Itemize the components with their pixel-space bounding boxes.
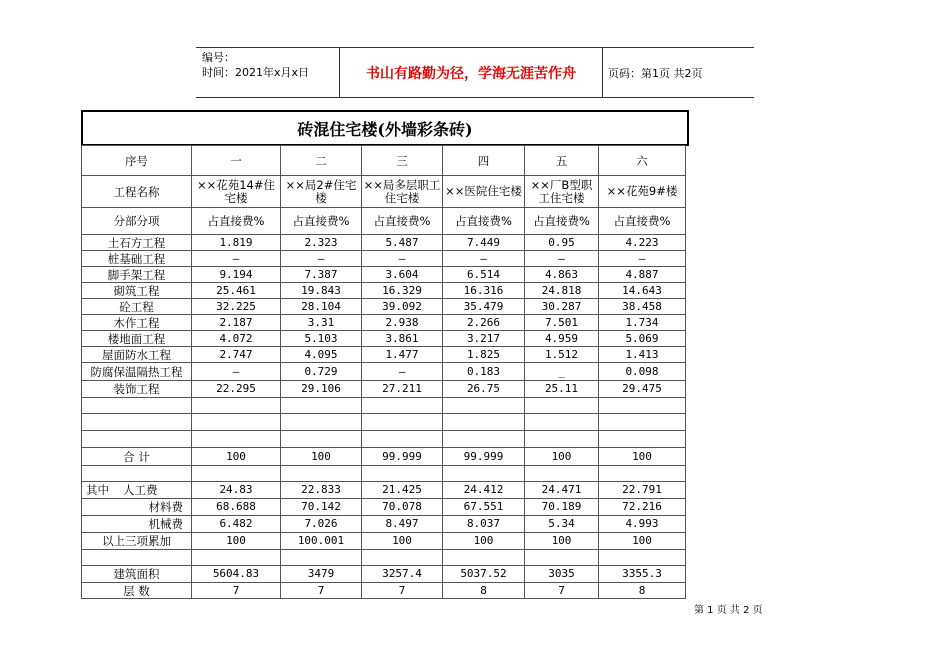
value-cell: 100 xyxy=(362,533,443,550)
value-cell: 32.225 xyxy=(192,299,281,315)
value-cell xyxy=(192,466,281,482)
table-row xyxy=(82,331,686,347)
value-cell xyxy=(281,431,362,448)
value-cell: 7.449 xyxy=(443,235,525,251)
project-name: ××局多层职工住宅楼 xyxy=(362,176,443,208)
value-cell xyxy=(599,398,686,414)
project-name: ××花苑14#住宅楼 xyxy=(192,176,281,208)
value-cell: 100.001 xyxy=(281,533,362,550)
value-cell: 100 xyxy=(192,533,281,550)
value-cell xyxy=(525,414,599,431)
value-cell: 68.688 xyxy=(192,499,281,516)
value-cell: 100 xyxy=(192,448,281,466)
value-cell: 2.266 xyxy=(443,315,525,331)
page-footer: 第 1 页 共 2 页 xyxy=(694,605,763,616)
material-row xyxy=(82,499,686,516)
value-cell: 1.477 xyxy=(362,347,443,363)
subheader-row xyxy=(82,208,686,235)
value-cell: 25.461 xyxy=(192,283,281,299)
value-cell: 7 xyxy=(192,583,281,599)
value-cell: 14.643 xyxy=(599,283,686,299)
value-cell: 24.471 xyxy=(525,482,599,499)
col-header: 一 xyxy=(192,146,281,176)
value-cell: 0.95 xyxy=(525,235,599,251)
value-cell: 6.482 xyxy=(192,516,281,533)
value-cell: 4.095 xyxy=(281,347,362,363)
row-label: 层 数 xyxy=(82,583,192,599)
table-row xyxy=(82,267,686,283)
value-cell: 1.512 xyxy=(525,347,599,363)
value-cell: 100 xyxy=(281,448,362,466)
row-label xyxy=(82,431,192,448)
seq-header: 序号 xyxy=(82,146,192,176)
row-label: 土石方工程 xyxy=(82,235,192,251)
value-cell: 8 xyxy=(443,583,525,599)
sum-row xyxy=(82,533,686,550)
value-cell xyxy=(192,550,281,566)
sub-value: 占直接费% xyxy=(192,208,281,235)
value-cell: 70.189 xyxy=(525,499,599,516)
value-cell xyxy=(599,414,686,431)
value-cell: — xyxy=(192,251,281,267)
table-row xyxy=(82,235,686,251)
project-name: ××医院住宅楼 xyxy=(443,176,525,208)
sub-value: 占直接费% xyxy=(281,208,362,235)
value-cell: 4.887 xyxy=(599,267,686,283)
value-cell: 1.819 xyxy=(192,235,281,251)
value-cell: 5.34 xyxy=(525,516,599,533)
value-cell xyxy=(599,466,686,482)
document-header xyxy=(196,47,754,98)
value-cell: 67.551 xyxy=(443,499,525,516)
table-row xyxy=(82,363,686,381)
value-cell: 72.216 xyxy=(599,499,686,516)
value-cell: 39.092 xyxy=(362,299,443,315)
value-cell xyxy=(525,466,599,482)
value-cell: 7 xyxy=(525,583,599,599)
value-cell: 30.287 xyxy=(525,299,599,315)
row-label: 木作工程 xyxy=(82,315,192,331)
value-cell: 100 xyxy=(599,533,686,550)
value-cell: 3.861 xyxy=(362,331,443,347)
value-cell: — xyxy=(362,363,443,381)
cost-table xyxy=(81,145,686,599)
value-cell xyxy=(362,550,443,566)
value-cell xyxy=(443,550,525,566)
sub-value: 占直接费% xyxy=(599,208,686,235)
value-cell: 38.458 xyxy=(599,299,686,315)
value-cell: 29.106 xyxy=(281,381,362,398)
value-cell: 3479 xyxy=(281,566,362,583)
row-label: 楼地面工程 xyxy=(82,331,192,347)
empty-row xyxy=(82,431,686,448)
value-cell xyxy=(281,414,362,431)
floors-row xyxy=(82,583,686,599)
machine-row xyxy=(82,516,686,533)
row-label xyxy=(82,414,192,431)
value-cell: 6.514 xyxy=(443,267,525,283)
value-cell: — xyxy=(362,251,443,267)
value-cell: 5.487 xyxy=(362,235,443,251)
value-cell: 3.604 xyxy=(362,267,443,283)
value-cell xyxy=(362,466,443,482)
col-header: 六 xyxy=(599,146,686,176)
table-row xyxy=(82,251,686,267)
value-cell: 5037.52 xyxy=(443,566,525,583)
value-cell: 24.83 xyxy=(192,482,281,499)
sub-value: 占直接费% xyxy=(362,208,443,235)
value-cell: 29.475 xyxy=(599,381,686,398)
row-label xyxy=(82,550,192,566)
row-label: 材料费 xyxy=(82,499,192,516)
value-cell: 0.729 xyxy=(281,363,362,381)
value-cell: 27.211 xyxy=(362,381,443,398)
value-cell: 7.501 xyxy=(525,315,599,331)
value-cell: 4.223 xyxy=(599,235,686,251)
value-cell: 0.183 xyxy=(443,363,525,381)
value-cell: 3257.4 xyxy=(362,566,443,583)
value-cell xyxy=(192,398,281,414)
row-label: 脚手架工程 xyxy=(82,267,192,283)
value-cell xyxy=(525,398,599,414)
value-cell: — xyxy=(599,251,686,267)
value-cell: 1.413 xyxy=(599,347,686,363)
value-cell: 25.11 xyxy=(525,381,599,398)
table-row xyxy=(82,283,686,299)
sub-label: 分部分项 xyxy=(82,208,192,235)
value-cell: 8.497 xyxy=(362,516,443,533)
table-row xyxy=(82,381,686,398)
value-cell: 5.103 xyxy=(281,331,362,347)
value-cell: 70.142 xyxy=(281,499,362,516)
row-label-text: 人工费 xyxy=(123,483,158,497)
value-cell: 2.323 xyxy=(281,235,362,251)
header-divider xyxy=(602,48,603,97)
value-cell: 24.412 xyxy=(443,482,525,499)
row-label: 以上三项累加 xyxy=(82,533,192,550)
value-cell: 16.329 xyxy=(362,283,443,299)
row-label: 合 计 xyxy=(82,448,192,466)
value-cell: 22.791 xyxy=(599,482,686,499)
header-motto: 书山有路勤为径，学海无涯苦作舟 xyxy=(366,65,576,82)
value-cell: 2.187 xyxy=(192,315,281,331)
value-cell: 24.818 xyxy=(525,283,599,299)
row-label xyxy=(82,466,192,482)
value-cell xyxy=(443,431,525,448)
value-cell xyxy=(192,431,281,448)
project-name: ××局2#住宅楼 xyxy=(281,176,362,208)
value-cell: 100 xyxy=(525,533,599,550)
value-cell xyxy=(443,414,525,431)
value-cell: 8.037 xyxy=(443,516,525,533)
name-label: 工程名称 xyxy=(82,176,192,208)
empty-row xyxy=(82,398,686,414)
value-cell xyxy=(281,466,362,482)
value-cell: 100 xyxy=(443,533,525,550)
row-label: 防腐保温隔热工程 xyxy=(82,363,192,381)
header-meta xyxy=(202,50,309,80)
value-cell: 28.104 xyxy=(281,299,362,315)
value-cell xyxy=(525,550,599,566)
value-cell: 3.31 xyxy=(281,315,362,331)
value-cell: 3355.3 xyxy=(599,566,686,583)
value-cell: 7 xyxy=(362,583,443,599)
value-cell: — xyxy=(525,251,599,267)
row-label: 机械费 xyxy=(82,516,192,533)
value-cell: 99.999 xyxy=(443,448,525,466)
value-cell: 1.825 xyxy=(443,347,525,363)
value-cell: 70.078 xyxy=(362,499,443,516)
project-name: ××花苑9#楼 xyxy=(599,176,686,208)
sub-value: 占直接费% xyxy=(443,208,525,235)
table-title: 砖混住宅楼(外墙彩条砖) xyxy=(81,110,689,146)
value-cell: 22.295 xyxy=(192,381,281,398)
empty-row xyxy=(82,466,686,482)
col-header: 三 xyxy=(362,146,443,176)
serial-label: 编号： xyxy=(202,51,235,64)
value-cell: 35.479 xyxy=(443,299,525,315)
header-page-number: 页码：第1页 共2页 xyxy=(608,66,703,80)
row-label: 建筑面积 xyxy=(82,566,192,583)
value-cell xyxy=(281,550,362,566)
col-header: 五 xyxy=(525,146,599,176)
value-cell: 7 xyxy=(281,583,362,599)
area-row xyxy=(82,566,686,583)
row-label: 砌筑工程 xyxy=(82,283,192,299)
value-cell: 22.833 xyxy=(281,482,362,499)
value-cell: 3035 xyxy=(525,566,599,583)
value-cell xyxy=(281,398,362,414)
value-cell: — xyxy=(192,363,281,381)
value-cell: _ xyxy=(525,363,599,381)
among-label: 其中 xyxy=(86,483,109,497)
value-cell xyxy=(599,431,686,448)
value-cell xyxy=(599,550,686,566)
value-cell xyxy=(443,466,525,482)
value-cell: 7.026 xyxy=(281,516,362,533)
value-cell: 19.843 xyxy=(281,283,362,299)
row-label xyxy=(82,482,192,499)
value-cell: 9.194 xyxy=(192,267,281,283)
value-cell: 7.387 xyxy=(281,267,362,283)
project-name: ××厂B型职工住宅楼 xyxy=(525,176,599,208)
value-cell: 5.069 xyxy=(599,331,686,347)
table-row xyxy=(82,315,686,331)
value-cell xyxy=(443,398,525,414)
value-cell: 100 xyxy=(599,448,686,466)
value-cell: — xyxy=(281,251,362,267)
value-cell: 99.999 xyxy=(362,448,443,466)
sub-value: 占直接费% xyxy=(525,208,599,235)
value-cell: 0.098 xyxy=(599,363,686,381)
col-header: 二 xyxy=(281,146,362,176)
row-label: 装饰工程 xyxy=(82,381,192,398)
value-cell: 21.425 xyxy=(362,482,443,499)
value-cell xyxy=(525,431,599,448)
total-row xyxy=(82,448,686,466)
value-cell: 2.938 xyxy=(362,315,443,331)
header-row xyxy=(82,146,686,176)
row-label: 砼工程 xyxy=(82,299,192,315)
value-cell: 2.747 xyxy=(192,347,281,363)
value-cell: 26.75 xyxy=(443,381,525,398)
value-cell: 4.863 xyxy=(525,267,599,283)
value-cell: 4.959 xyxy=(525,331,599,347)
value-cell xyxy=(362,398,443,414)
header-divider xyxy=(339,48,340,97)
project-name-row xyxy=(82,176,686,208)
value-cell: 1.734 xyxy=(599,315,686,331)
row-label: 屋面防水工程 xyxy=(82,347,192,363)
value-cell: 8 xyxy=(599,583,686,599)
value-cell: 4.072 xyxy=(192,331,281,347)
value-cell: 3.217 xyxy=(443,331,525,347)
value-cell xyxy=(362,414,443,431)
empty-row xyxy=(82,550,686,566)
row-label: 桩基础工程 xyxy=(82,251,192,267)
value-cell: 4.993 xyxy=(599,516,686,533)
value-cell: 5604.83 xyxy=(192,566,281,583)
value-cell: — xyxy=(443,251,525,267)
value-cell xyxy=(192,414,281,431)
time-label: 时间：2021年x月x日 xyxy=(202,66,310,79)
value-cell: 16.316 xyxy=(443,283,525,299)
table-row xyxy=(82,347,686,363)
empty-row xyxy=(82,414,686,431)
table-row xyxy=(82,299,686,315)
row-label xyxy=(82,398,192,414)
col-header: 四 xyxy=(443,146,525,176)
labor-row xyxy=(82,482,686,499)
value-cell xyxy=(362,431,443,448)
value-cell: 100 xyxy=(525,448,599,466)
